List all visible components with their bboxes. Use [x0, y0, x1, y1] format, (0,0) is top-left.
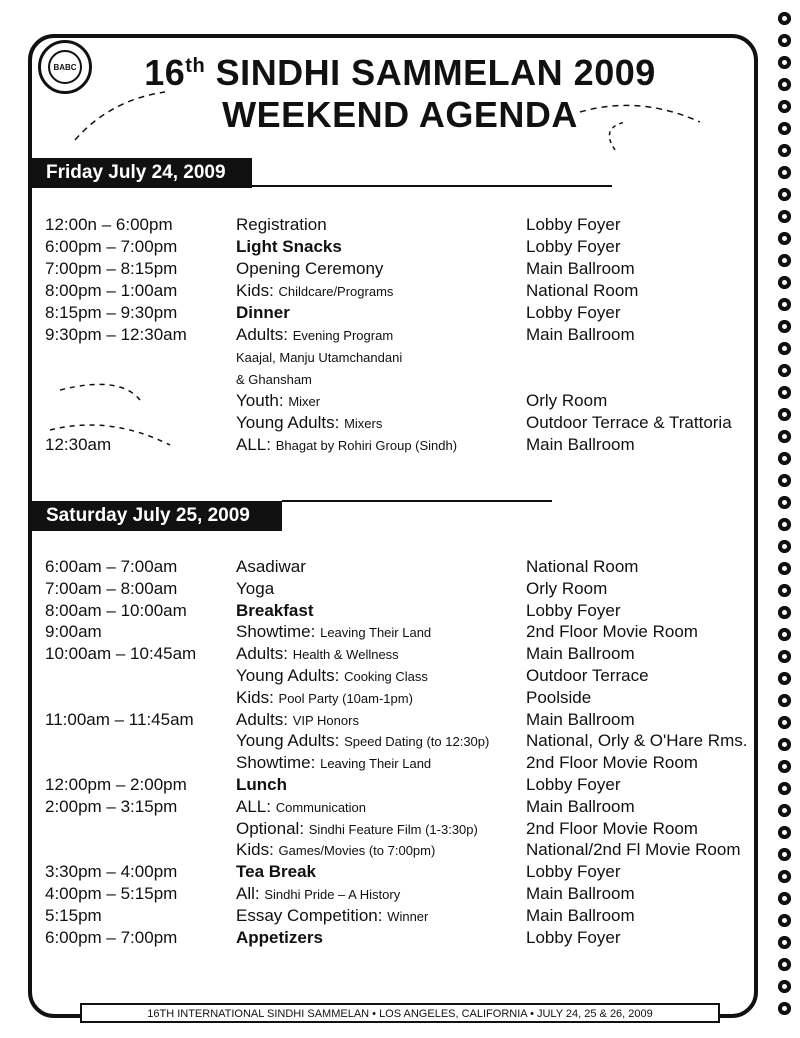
schedule-event [236, 556, 306, 578]
binder-hole [778, 694, 791, 707]
schedule-location: National/2nd Fl Movie Room [526, 840, 741, 860]
event-title: Young Adults: [236, 666, 345, 685]
schedule-event [236, 730, 489, 752]
schedule-location: Lobby Foyer [526, 237, 621, 256]
binder-hole [778, 804, 791, 817]
schedule-time: 11:00am – 11:45am [45, 709, 194, 729]
schedule-time: 9:00am [45, 622, 102, 642]
schedule-location: Lobby Foyer [526, 862, 621, 882]
event-detail: Sindhi Pride – A History [264, 887, 401, 902]
binder-hole [778, 430, 791, 443]
schedule-location: National, Orly & O'Hare Rms. [526, 731, 748, 751]
schedule-time: 6:00pm – 7:00pm [45, 237, 178, 256]
schedule-event [236, 214, 327, 236]
event-detail: Evening Program [292, 328, 394, 343]
schedule-time: 9:30pm – 12:30am [45, 325, 187, 344]
schedule-time: 8:00am – 10:00am [45, 600, 187, 620]
event-detail: Bhagat by Rohiri Group (Sindh) [275, 438, 458, 453]
schedule-location: Main Ballroom [526, 884, 635, 903]
schedule-event [236, 774, 287, 796]
binder-hole [778, 540, 791, 553]
binder-hole [778, 408, 791, 421]
event-detail: Speed Dating (to 12:30p) [344, 734, 490, 750]
event-title: ALL: [236, 796, 276, 816]
binder-hole [778, 298, 791, 311]
event-title: Kids: [236, 840, 279, 860]
saturday-rule [282, 500, 552, 502]
schedule-event [236, 258, 383, 280]
event-title: Adults: [236, 644, 293, 664]
binder-hole [778, 914, 791, 927]
title-ordinal: th [185, 55, 206, 77]
binder-hole [778, 320, 791, 333]
schedule-location: Orly Room [526, 578, 608, 598]
schedule-time: 8:15pm – 9:30pm [45, 303, 178, 322]
binder-hole [778, 672, 791, 685]
event-title: Optional: [236, 818, 309, 838]
schedule-event [236, 752, 431, 774]
event-title: Yoga [236, 578, 275, 598]
schedule-event [236, 709, 359, 731]
schedule-event [236, 280, 393, 302]
schedule-event [236, 302, 290, 324]
event-detail: Childcare/Programs [278, 284, 394, 299]
event-title: Dinner [236, 303, 290, 322]
schedule-event [236, 600, 314, 622]
binder-hole [778, 518, 791, 531]
binder-hole [778, 716, 791, 729]
binder-hole [778, 870, 791, 883]
schedule-event [236, 578, 274, 600]
event-title: Lunch [236, 775, 287, 794]
schedule-event [236, 324, 393, 346]
schedule-event [236, 236, 342, 258]
schedule-event [236, 643, 399, 665]
page-subtitle: WEEKEND AGENDA [222, 94, 578, 135]
schedule-location: Main Ballroom [526, 905, 635, 925]
event-title: Showtime: [236, 753, 321, 773]
schedule-event [236, 346, 402, 368]
schedule-event [236, 412, 382, 434]
schedule-time: 4:00pm – 5:15pm [45, 884, 178, 903]
schedule-event [236, 861, 316, 883]
event-detail: Cooking Class [344, 669, 428, 684]
event-title: ALL: [236, 435, 276, 454]
binder-hole [778, 584, 791, 597]
schedule-location: Main Ballroom [526, 709, 635, 729]
event-title: Showtime: [236, 622, 321, 642]
binder-hole [778, 474, 791, 487]
schedule-event [236, 687, 413, 709]
event-title: Adults: [236, 325, 293, 344]
schedule-time: 2:00pm – 3:15pm [45, 796, 178, 816]
binder-hole [778, 980, 791, 993]
event-title: Adults: [236, 709, 293, 729]
schedule-location: Orly Room [526, 391, 608, 410]
schedule-location: Main Ballroom [526, 435, 635, 454]
event-detail: Mixers [344, 416, 383, 431]
event-title: Tea Break [236, 862, 317, 882]
schedule-location: National Room [526, 281, 639, 300]
schedule-time: 10:00am – 10:45am [45, 644, 197, 664]
schedule-time: 12:00n – 6:00pm [45, 215, 173, 234]
event-title: Young Adults: [236, 413, 345, 432]
schedule-time: 8:00pm – 1:00am [45, 281, 178, 300]
event-detail: Health & Wellness [292, 647, 399, 663]
event-title: Registration [236, 215, 327, 234]
schedule-location: Main Ballroom [526, 644, 635, 664]
event-title: Light Snacks [236, 237, 342, 256]
event-title: Appetizers [236, 927, 323, 947]
event-title: Young Adults: [236, 731, 345, 751]
schedule-time: 7:00pm – 8:15pm [45, 259, 178, 278]
schedule-location: Lobby Foyer [526, 215, 621, 234]
saturday-heading: Saturday July 25, 2009 [32, 501, 282, 531]
decorative-swirl-left [40, 370, 260, 490]
binder-hole [778, 342, 791, 355]
schedule-event [236, 905, 428, 927]
logo-text: BABC [48, 50, 82, 84]
schedule-event [236, 796, 366, 818]
binder-hole [778, 650, 791, 663]
schedule-time: 6:00am – 7:00am [45, 557, 178, 576]
schedule-time: 6:00pm – 7:00pm [45, 927, 178, 947]
schedule-location: Main Ballroom [526, 796, 635, 816]
event-title: Asadiwar [236, 557, 306, 576]
schedule-location: Poolside [526, 687, 592, 707]
binder-hole [778, 232, 791, 245]
event-detail: Communication [275, 799, 367, 815]
schedule-location: 2nd Floor Movie Room [526, 818, 698, 838]
event-title: Breakfast [236, 600, 314, 620]
binder-hole [778, 606, 791, 619]
event-detail: Games/Movies (to 7:00pm) [278, 843, 436, 859]
binder-hole [778, 210, 791, 223]
event-detail: & Ghansham [236, 372, 312, 387]
binder-hole [778, 452, 791, 465]
footer-banner: 16TH INTERNATIONAL SINDHI SAMMELAN • LOS ANGELES, CALIFORNIA • JULY 24, 25 & 26, 2009 [80, 1003, 720, 1023]
schedule-location: Outdoor Terrace & Trattoria [526, 413, 732, 432]
schedule-event [236, 621, 431, 643]
schedule-location: 2nd Floor Movie Room [526, 622, 698, 642]
schedule-event [236, 368, 312, 390]
event-title: Opening Ceremony [236, 259, 384, 278]
binder-hole [778, 848, 791, 861]
friday-rule [252, 185, 612, 187]
schedule-time: 7:00am – 8:00am [45, 578, 178, 598]
binder-hole [778, 496, 791, 509]
binder-hole [778, 782, 791, 795]
event-title: All: [236, 884, 265, 903]
schedule-location: National Room [526, 557, 639, 576]
binder-hole [778, 760, 791, 773]
schedule-location: Lobby Foyer [526, 927, 621, 947]
schedule-location: Main Ballroom [526, 325, 635, 344]
schedule-location: 2nd Floor Movie Room [526, 753, 698, 773]
event-detail: Pool Party (10am-1pm) [278, 690, 413, 706]
binder-hole [778, 892, 791, 905]
schedule-time: 12:00pm – 2:00pm [45, 775, 187, 794]
event-detail: Sindhi Feature Film (1-3:30p) [308, 821, 478, 837]
binder-hole [778, 562, 791, 575]
event-detail: Leaving Their Land [320, 625, 432, 641]
schedule-event [236, 839, 435, 861]
schedule-event [236, 883, 400, 905]
schedule-location: Lobby Foyer [526, 303, 621, 322]
title-number: 16 [144, 52, 186, 93]
schedule-location: Lobby Foyer [526, 775, 621, 794]
schedule-location: Lobby Foyer [526, 600, 621, 620]
binder-hole [778, 628, 791, 641]
event-title: Youth: [236, 391, 289, 410]
binder-hole [778, 738, 791, 751]
schedule-event [236, 390, 320, 412]
title-event: SINDHI SAMMELAN 2009 [205, 52, 656, 93]
binder-hole [778, 254, 791, 267]
binder-hole [778, 826, 791, 839]
event-detail: Mixer [288, 394, 321, 409]
friday-heading: Friday July 24, 2009 [32, 158, 252, 188]
schedule-location: Main Ballroom [526, 259, 635, 278]
event-title: Kids: [236, 687, 279, 707]
schedule-time: 12:30am [45, 435, 112, 454]
event-detail: Leaving Their Land [320, 756, 432, 772]
schedule-location: Outdoor Terrace [526, 666, 649, 685]
binder-hole [778, 386, 791, 399]
event-detail: Winner [387, 908, 429, 924]
binder-hole [778, 936, 791, 949]
binder-hole [778, 276, 791, 289]
event-detail: VIP Honors [292, 712, 359, 728]
binder-hole [778, 364, 791, 377]
event-title: Essay Competition: [236, 905, 388, 925]
binder-hole [778, 1002, 791, 1015]
schedule-event [236, 434, 457, 456]
schedule-event [236, 927, 323, 949]
binder-hole [778, 958, 791, 971]
event-title: Kids: [236, 281, 279, 300]
event-detail: Kaajal, Manju Utamchandani [236, 350, 403, 365]
schedule-event [236, 665, 428, 687]
schedule-time: 3:30pm – 4:00pm [45, 862, 178, 882]
schedule-event [236, 818, 478, 840]
schedule-time: 5:15pm [45, 905, 102, 925]
